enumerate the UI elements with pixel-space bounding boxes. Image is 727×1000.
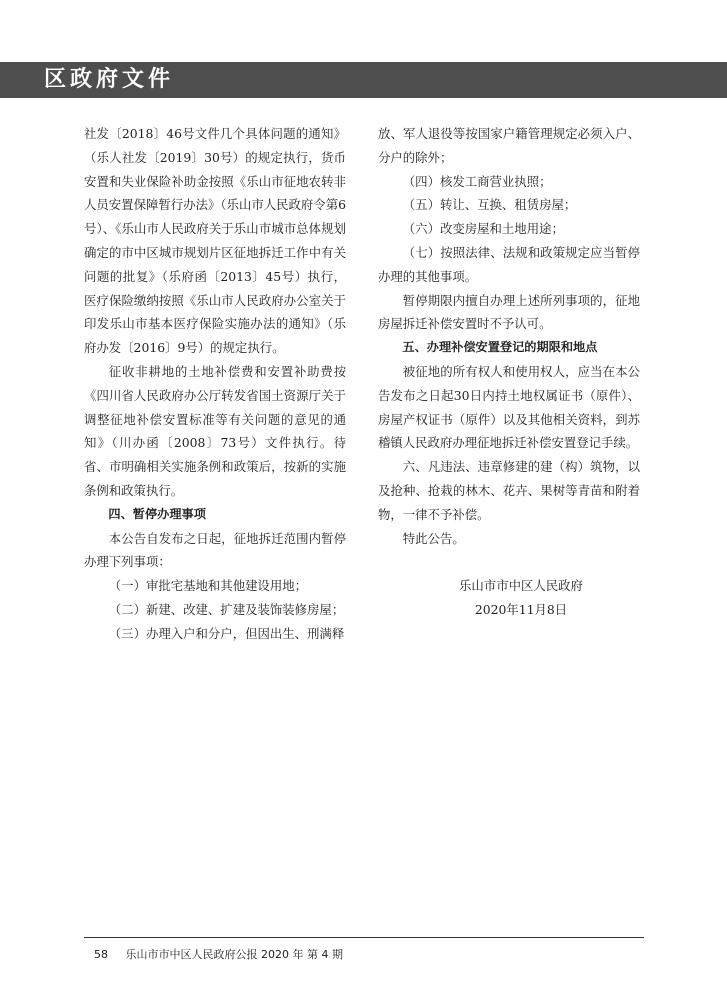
- page-footer: [94, 946, 343, 962]
- paragraph: 征收非耕地的土地补偿费和安置补助费按《四川省人民政府办公厅转发省国土资源厅关于调整征地补偿安置标准等有关问题的意见的通知》（川办函〔2008〕73号）文件执行。待省、市明确相关实施条例和政策后，按新的实施条例和政策执行。: [84, 363, 346, 498]
- section-banner: [0, 62, 727, 98]
- list-item: （五）转让、互换、租赁房屋；: [402, 197, 577, 213]
- paragraph: 被征地的所有权人和使用权人，应当在本公告发布之日起30日内持土地权属证书（原件）、房屋产权证书（原件）以及其他相关资料，到苏稽镇人民政府办理征地拆迁补偿安置登记手续。: [378, 363, 640, 451]
- page-number: 58: [94, 948, 108, 961]
- paragraph: 本公告自发布之日起，征地拆迁范围内暂停办理下列事项：: [84, 530, 346, 570]
- list-item: （六）改变房屋和土地用途；: [402, 221, 564, 237]
- left-column: [84, 122, 346, 646]
- list-item: （三）办理入户和分户，但因出生、刑满释: [108, 625, 345, 641]
- section-heading: 四、暂停办理事项: [108, 506, 206, 521]
- publication-name: 乐山市市中区人民政府公报 2020 年 第 4 期: [125, 948, 343, 961]
- footer-divider: [84, 937, 644, 938]
- section-heading: 五、办理补偿安置登记的期限和地点: [402, 340, 598, 355]
- list-item: （四）核发工商营业执照；: [402, 173, 552, 189]
- paragraph-continued: 社发〔2018〕46号文件几个具体问题的通知》（乐人社发〔2019〕30号）的规定执行，货币安置和失业保险补助金按照《乐山市征地农转非人员安置保障暂行办法》（乐山市人民政府令第6号）、《乐山市人民政府关于乐山市城市总体规划确定的市中区城市规划片区征地拆迁工作中有关问题的批复》（乐府函〔2013〕45号）执行，医疗保险缴纳按照《乐山市人民政府办公室关于印发乐山市基本医疗保险实施办法的通知》（乐府办发〔2016〕9号）的规定执行。: [84, 126, 346, 356]
- section-title: 区政府文件: [44, 67, 175, 92]
- right-column: [378, 122, 640, 622]
- list-item: （二）新建、改建、扩建及装饰装修房屋；: [108, 601, 345, 617]
- paragraph: 暂停期限内擅自办理上述所列事项的，征地房屋拆迁补偿安置时不予认可。: [378, 292, 640, 332]
- list-item: （七）按照法律、法规和政策规定应当暂停办理的其他事项。: [378, 244, 640, 284]
- paragraph-continued: 放、军人退役等按国家户籍管理规定必须入户、分户的除外；: [378, 126, 640, 165]
- paragraph: 六、凡违法、违章修建的建（构）筑物，以及抢种、抢栽的林木、花卉、果树等青苗和附着物，一律不予补偿。: [378, 459, 640, 522]
- issuer-signature: 乐山市市中区人民政府: [459, 578, 583, 594]
- closing-text: 特此公告。: [402, 530, 465, 546]
- list-item: （一）审批宅基地和其他建设用地；: [108, 578, 308, 594]
- issue-date: 2020年11月8日: [474, 601, 568, 617]
